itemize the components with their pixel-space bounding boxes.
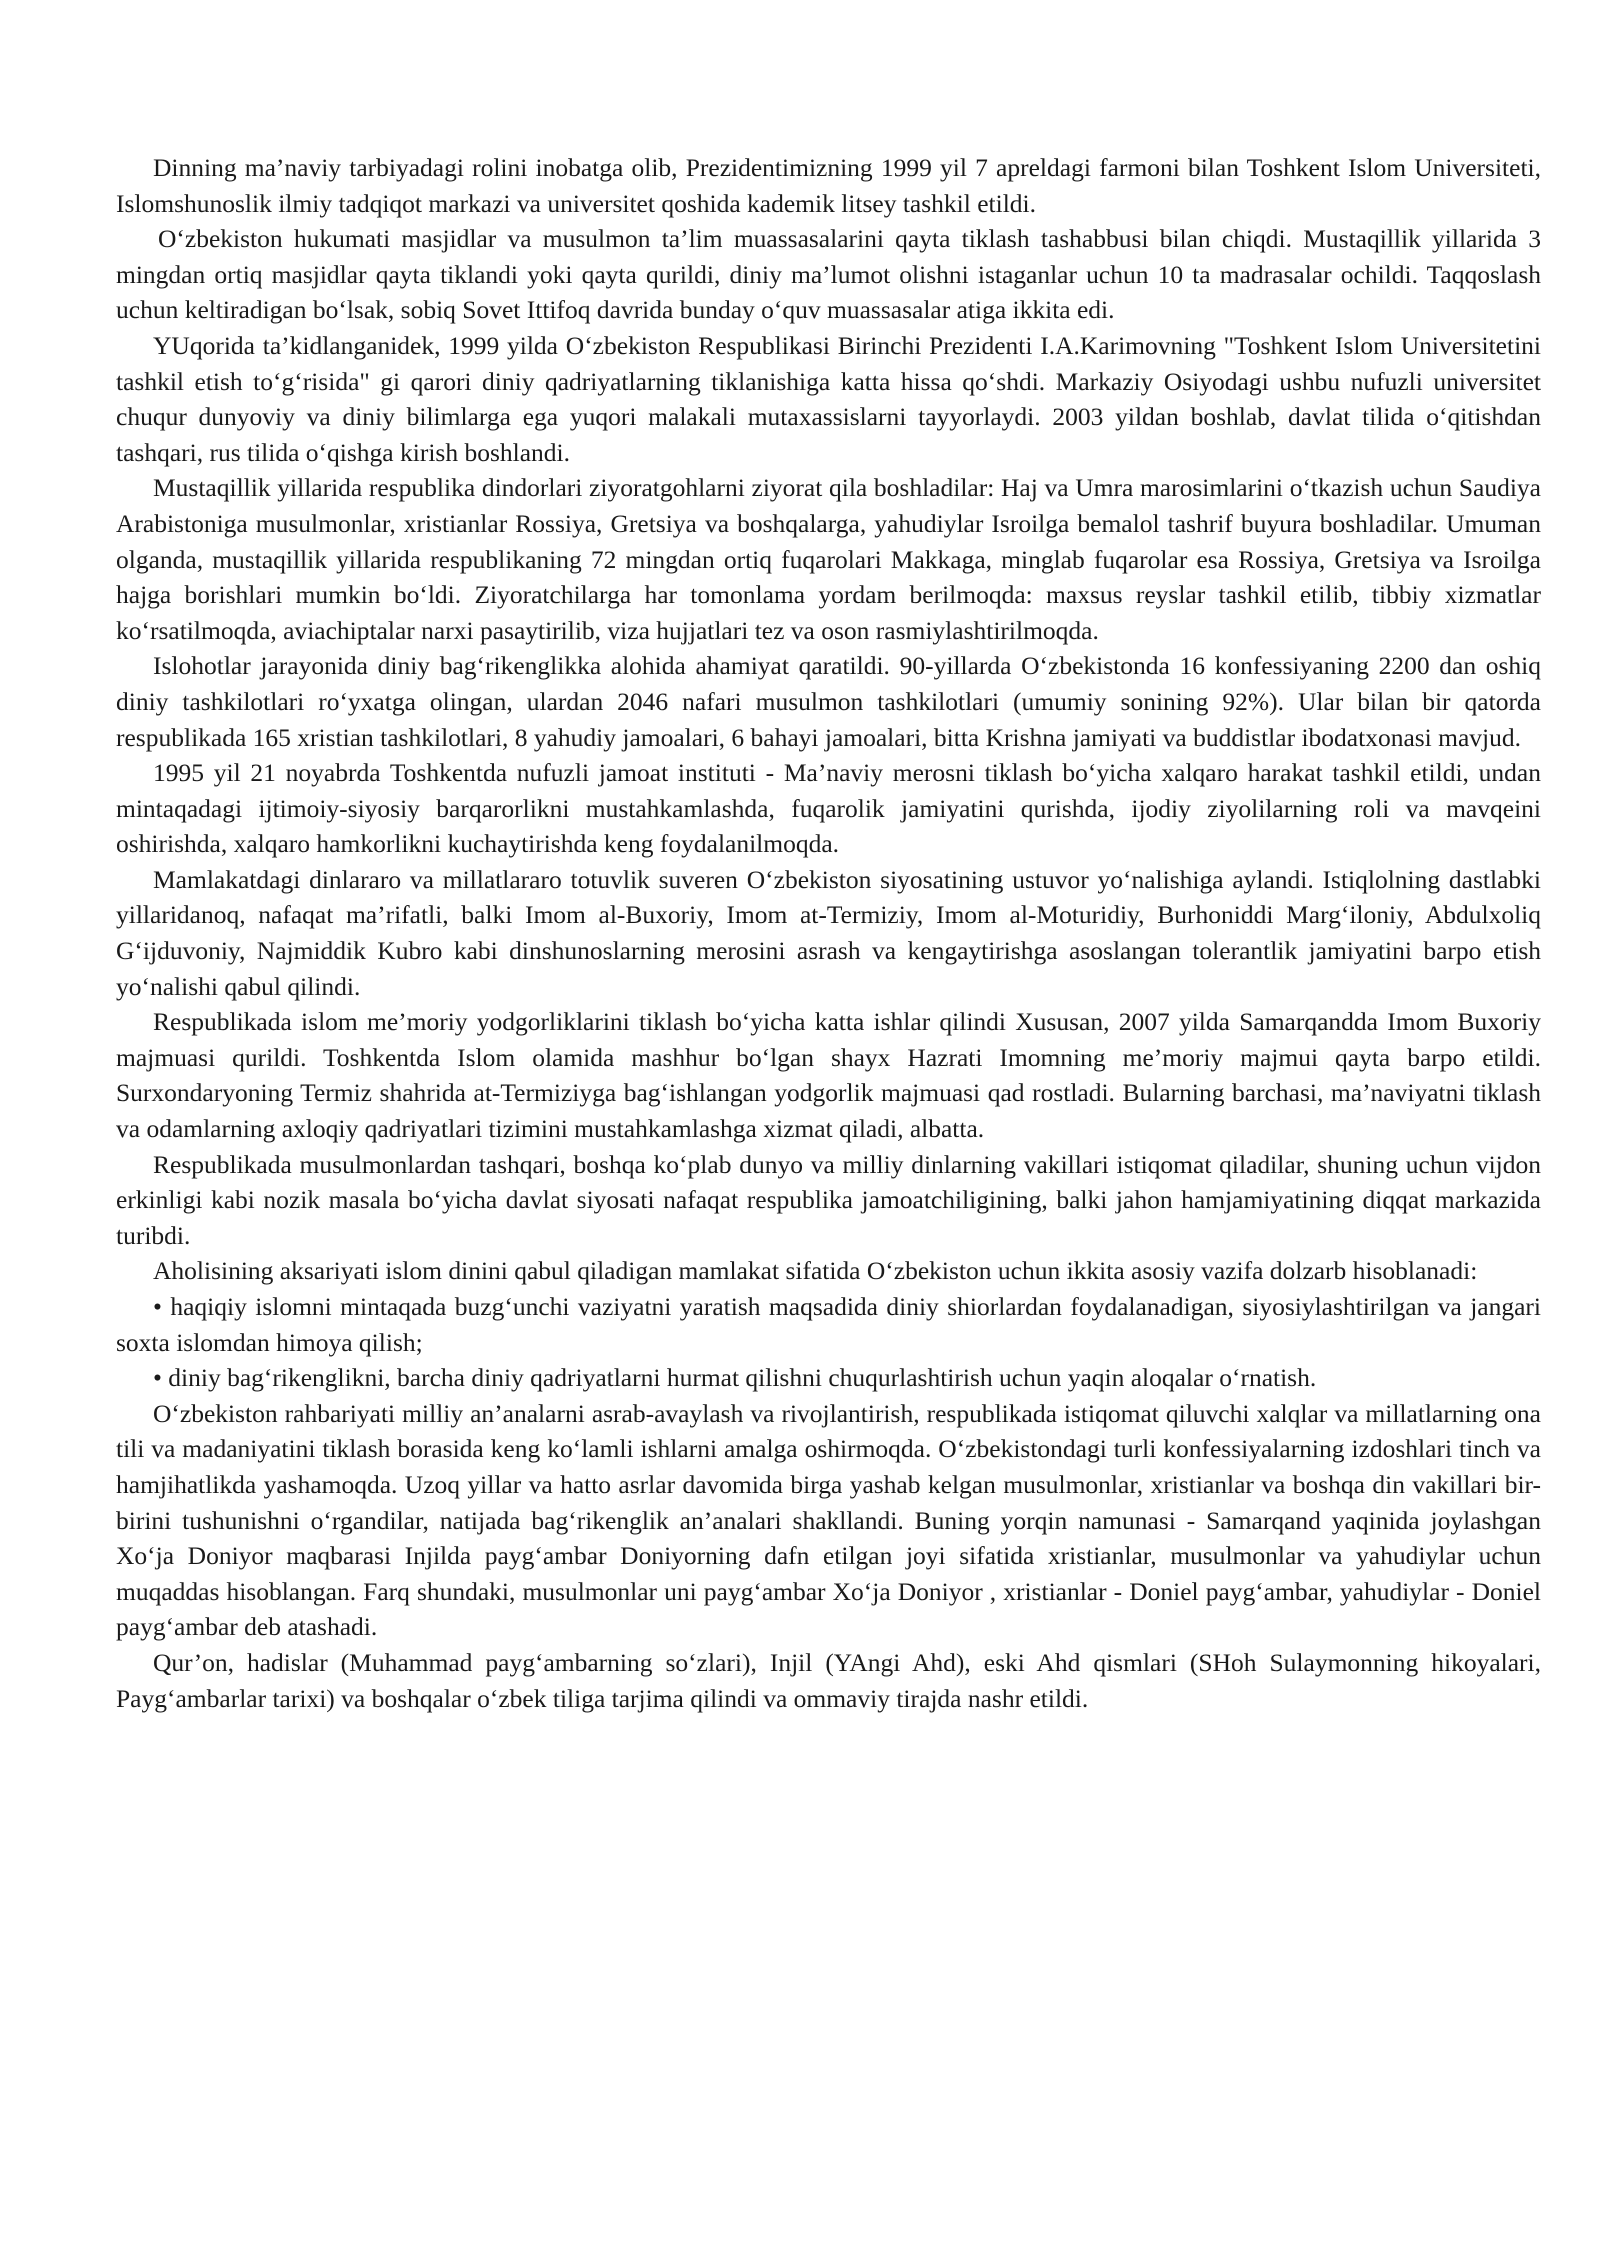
paragraph: 1995 yil 21 noyabrda Toshkentda nufuzli jamoat instituti - Ma’naviy merosni tiklash bo‘yicha xalqaro harakat tashkil etildi, undan mintaqadagi ijtimoiy-siyosiy barqarorlikni mustahkamlashda, fuqarolik jamiyatini qurishda, ijodiy ziyolilarning roli va mavqeini oshirishda, xalqaro hamkorlikni kuchaytirishda keng foydalanilmoqda. — [116, 758, 1541, 859]
document-page — [116, 150, 1541, 1716]
paragraph: Qur’on, hadislar (Muhammad payg‘ambarning so‘zlari), Injil (YAngi Ahd), eski Ahd qismlari (SHoh Sulaymonning hikoyalari, Payg‘ambarlar tarixi) va boshqalar o‘zbek tiliga tarjima qilindi va ommaviy tirajda nashr etildi. — [116, 1647, 1541, 1713]
paragraph: O‘zbekiston rahbariyati milliy an’analarni asrab-avaylash va rivojlantirish, respublikada istiqomat qiluvchi xalqlar va millatlarning ona tili va madaniyatini tiklash borasida keng ko‘lamli ishlarni amalga oshirmoqda. O‘zbekistondagi turli konfessiyalarning izdoshlari tinch va hamjihatlikda yashamoqda. Uzoq yillar va hatto asrlar davomida birga yashab kelgan musulmonlar, xristianlar va boshqa din vakillari bir-birini tushunishni o‘rgandilar, natijada bag‘rikenglik an’analari shakllandi. Buning yorqin namunasi - Samarqand yaqinida joylashgan Xo‘ja Doniyor maqbarasi Injilda payg‘ambar Doniyorning dafn etilgan joyi sifatida xristianlar, musulmonlar va yahudiylar uchun muqaddas hisoblangan. Farq shundaki, musulmonlar uni payg‘ambar Xo‘ja Doniyor , xristianlar - Doniel payg‘ambar, yahudiylar - Doniel payg‘ambar deb atashadi. — [116, 1398, 1541, 1642]
paragraph: O‘zbekiston hukumati masjidlar va musulmon ta’lim muassasalarini qayta tiklash tashabbusi bilan chiqdi. Mustaqillik yillarida 3 mingdan ortiq masjidlar qayta tiklandi yoki qayta qurildi, diniy ma’lumot olishni istaganlar uchun 10 ta madrasalar ochildi. Taqqoslash uchun keltiradigan bo‘lsak, sobiq Sovet Ittifoq davrida bunday o‘quv muassasalar atiga ikkita edi. — [116, 224, 1541, 325]
paragraph: Respublikada musulmonlardan tashqari, boshqa ko‘plab dunyo va milliy dinlarning vakillari istiqomat qiladilar, shuning uchun vijdon erkinligi kabi nozik masala bo‘yicha davlat siyosati nafaqat respublika jamoatchiligining, balki jahon hamjamiyatining diqqat markazida turibdi. — [116, 1149, 1541, 1250]
paragraph: Islohotlar jarayonida diniy bag‘rikenglikka alohida ahamiyat qaratildi. 90-yillarda O‘zbekistonda 16 konfessiyaning 2200 dan oshiq diniy tashkilotlari ro‘yxatga olingan, ulardan 2046 nafari musulmon tashkilotlari (umumiy sonining 92%). Ular bilan bir qatorda respublikada 165 xristian tashkilotlari, 8 yahudiy jamoalari, 6 bahayi jamoalari, bitta Krishna jamiyati va buddistlar ibodatxonasi mavjud. — [116, 651, 1541, 752]
paragraph: Respublikada islom me’moriy yodgorliklarini tiklash bo‘yicha katta ishlar qilindi Xususan, 2007 yilda Samarqandda Imom Buxoriy majmuasi qurildi. Toshkentda Islom olamida mashhur bo‘lgan shayx Hazrati Imomning me’moriy majmui qayta barpo etildi. Surxondaryoning Termiz shahrida at-Termiziyga bag‘ishlangan yodgorlik majmuasi qad rostladi. Bularning barchasi, ma’naviyatni tiklash va odamlarning axloqiy qadriyatlari tizimini mustahkamlashga xizmat qiladi, albatta. — [116, 1007, 1541, 1144]
bullet-item: • haqiqiy islomni mintaqada buzg‘unchi vaziyatni yaratish maqsadida diniy shiorlardan foydalanadigan, siyosiylashtirilgan va jangari soxta islomdan himoya qilish; — [116, 1292, 1541, 1357]
paragraph: Aholisining aksariyati islom dinini qabul qiladigan mamlakat sifatida O‘zbekiston uchun ikkita asosiy vazifa dolzarb hisoblanadi: — [153, 1256, 1478, 1286]
paragraph: YUqorida ta’kidlanganidek, 1999 yilda O‘zbekiston Respublikasi Birinchi Prezidenti I.A.Karimovning "Toshkent Islom Universitetini tashkil etish to‘g‘risida" gi qarori diniy qadriyatlarning tiklanishiga katta hissa qo‘shdi. Markaziy Osiyodagi ushbu nufuzli universitet chuqur dunyoviy va diniy bilimlarga ega yuqori malakali mutaxassislarni tayyorlaydi. 2003 yildan boshlab, davlat tilida o‘qitishdan tashqari, rus tilida o‘qishga kirish boshlandi. — [116, 330, 1541, 467]
bullet-item: • diniy bag‘rikenglikni, barcha diniy qadriyatlarni hurmat qilishni chuqurlashtirish uchun yaqin aloqalar o‘rnatish. — [153, 1363, 1317, 1393]
paragraph: Mamlakatdagi dinlararo va millatlararo totuvlik suveren O‘zbekiston siyosatining ustuvor yo‘nalishiga aylandi. Istiqlolning dastlabki yillaridanoq, nafaqat ma’rifatli, balki Imom al-Buxoriy, Imom at-Termiziy, Imom al-Moturidiy, Burhoniddi Marg‘iloniy, Abdulxoliq G‘ijduvoniy, Najmiddik Kubro kabi dinshunoslarning merosini asrash va kengaytirishga asoslangan tolerantlik jamiyatini barpo etish yo‘nalishi qabul qilindi. — [116, 864, 1541, 1001]
paragraph: Mustaqillik yillarida respublika dindorlari ziyoratgohlarni ziyorat qila boshladilar: Haj va Umra marosimlarini o‘tkazish uchun Saudiya Arabistoniga musulmonlar, xristianlar Rossiya, Gretsiya va boshqalarga, yahudiylar Isroilga bemalol tashrif buyura boshladilar. Umuman olganda, mustaqillik yillarida respublikaning 72 mingdan ortiq fuqarolari Makkaga, minglab fuqarolar esa Rossiya, Gretsiya va Isroilga hajga borishlari mumkin bo‘ldi. Ziyoratchilarga har tomonlama yordam berilmoqda: maxsus reyslar tashkil etilib, tibbiy xizmatlar ko‘rsatilmoqda, aviachiptalar narxi pasaytirilib, viza hujjatlari tez va oson rasmiylashtirilmoqda. — [116, 473, 1541, 645]
paragraph: Dinning ma’naviy tarbiyadagi rolini inobatga olib, Prezidentimizning 1999 yil 7 apreldagi farmoni bilan Toshkent Islom Universiteti, Islomshunoslik ilmiy tadqiqot markazi va universitet qoshida kademik litsey tashkil etildi. — [116, 153, 1541, 218]
